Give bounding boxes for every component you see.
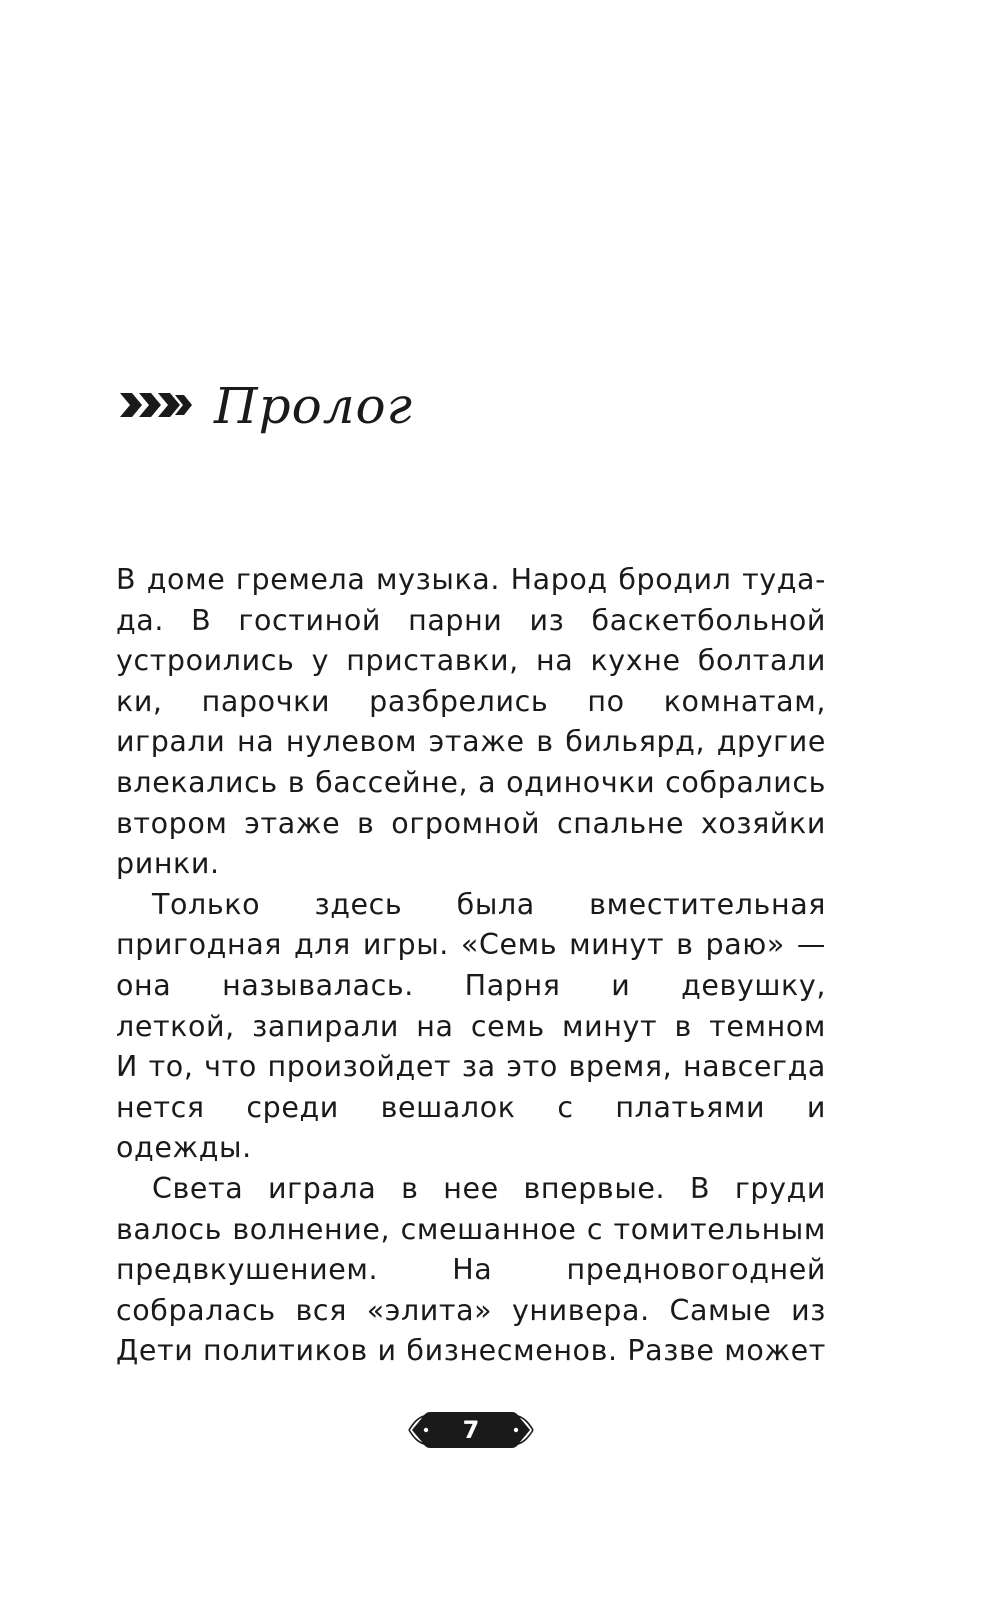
- text-line: влекались в бассейне, а одиночки собрались: [116, 765, 826, 799]
- text-line: предвкушением. На предновогодней: [116, 1253, 826, 1287]
- text-line: собралась вся «элита» универа. Самые из: [116, 1293, 826, 1327]
- text-line: Только здесь была вместительная: [152, 887, 826, 921]
- page-number-badge: [408, 1408, 534, 1452]
- text-line: ки, парочки разбрелись по комнатам,: [116, 684, 826, 718]
- text-line: валось волнение, смешанное с томительным: [116, 1212, 826, 1246]
- text-line: леткой, запирали на семь минут в темном: [116, 1009, 826, 1043]
- body-text: [116, 560, 826, 1372]
- text-line: И то, что произойдет за это время, навсегда: [116, 1050, 826, 1084]
- text-line: одежды.: [116, 1131, 252, 1165]
- text-line: играли на нулевом этаже в бильярд, другие: [116, 725, 826, 759]
- text-line: В доме гремела музыка. Народ бродил туда-: [116, 563, 826, 596]
- triple-chevron-right-icon: [118, 387, 194, 423]
- text-line: Света играла в нее впервые. В груди: [152, 1171, 826, 1205]
- text-line: Дети политиков и бизнесменов. Разве может: [116, 1334, 826, 1368]
- text-line: нется среди вешалок с платьями и: [116, 1090, 826, 1124]
- chapter-heading: [118, 368, 413, 448]
- text-line: она называлась. Парня и девушку,: [116, 968, 826, 1002]
- text-line: пригодная для игры. «Семь минут в раю» —: [116, 928, 826, 962]
- text-line: ринки.: [116, 847, 220, 881]
- text-line: да. В гостиной парни из баскетбольной: [116, 603, 826, 637]
- text-line: устроились у приставки, на кухне болтали: [116, 644, 826, 678]
- page-number: 7: [462, 1416, 480, 1444]
- text-line: втором этаже в огромной спальне хозяйки: [116, 806, 826, 840]
- chapter-title: Пролог: [214, 377, 413, 435]
